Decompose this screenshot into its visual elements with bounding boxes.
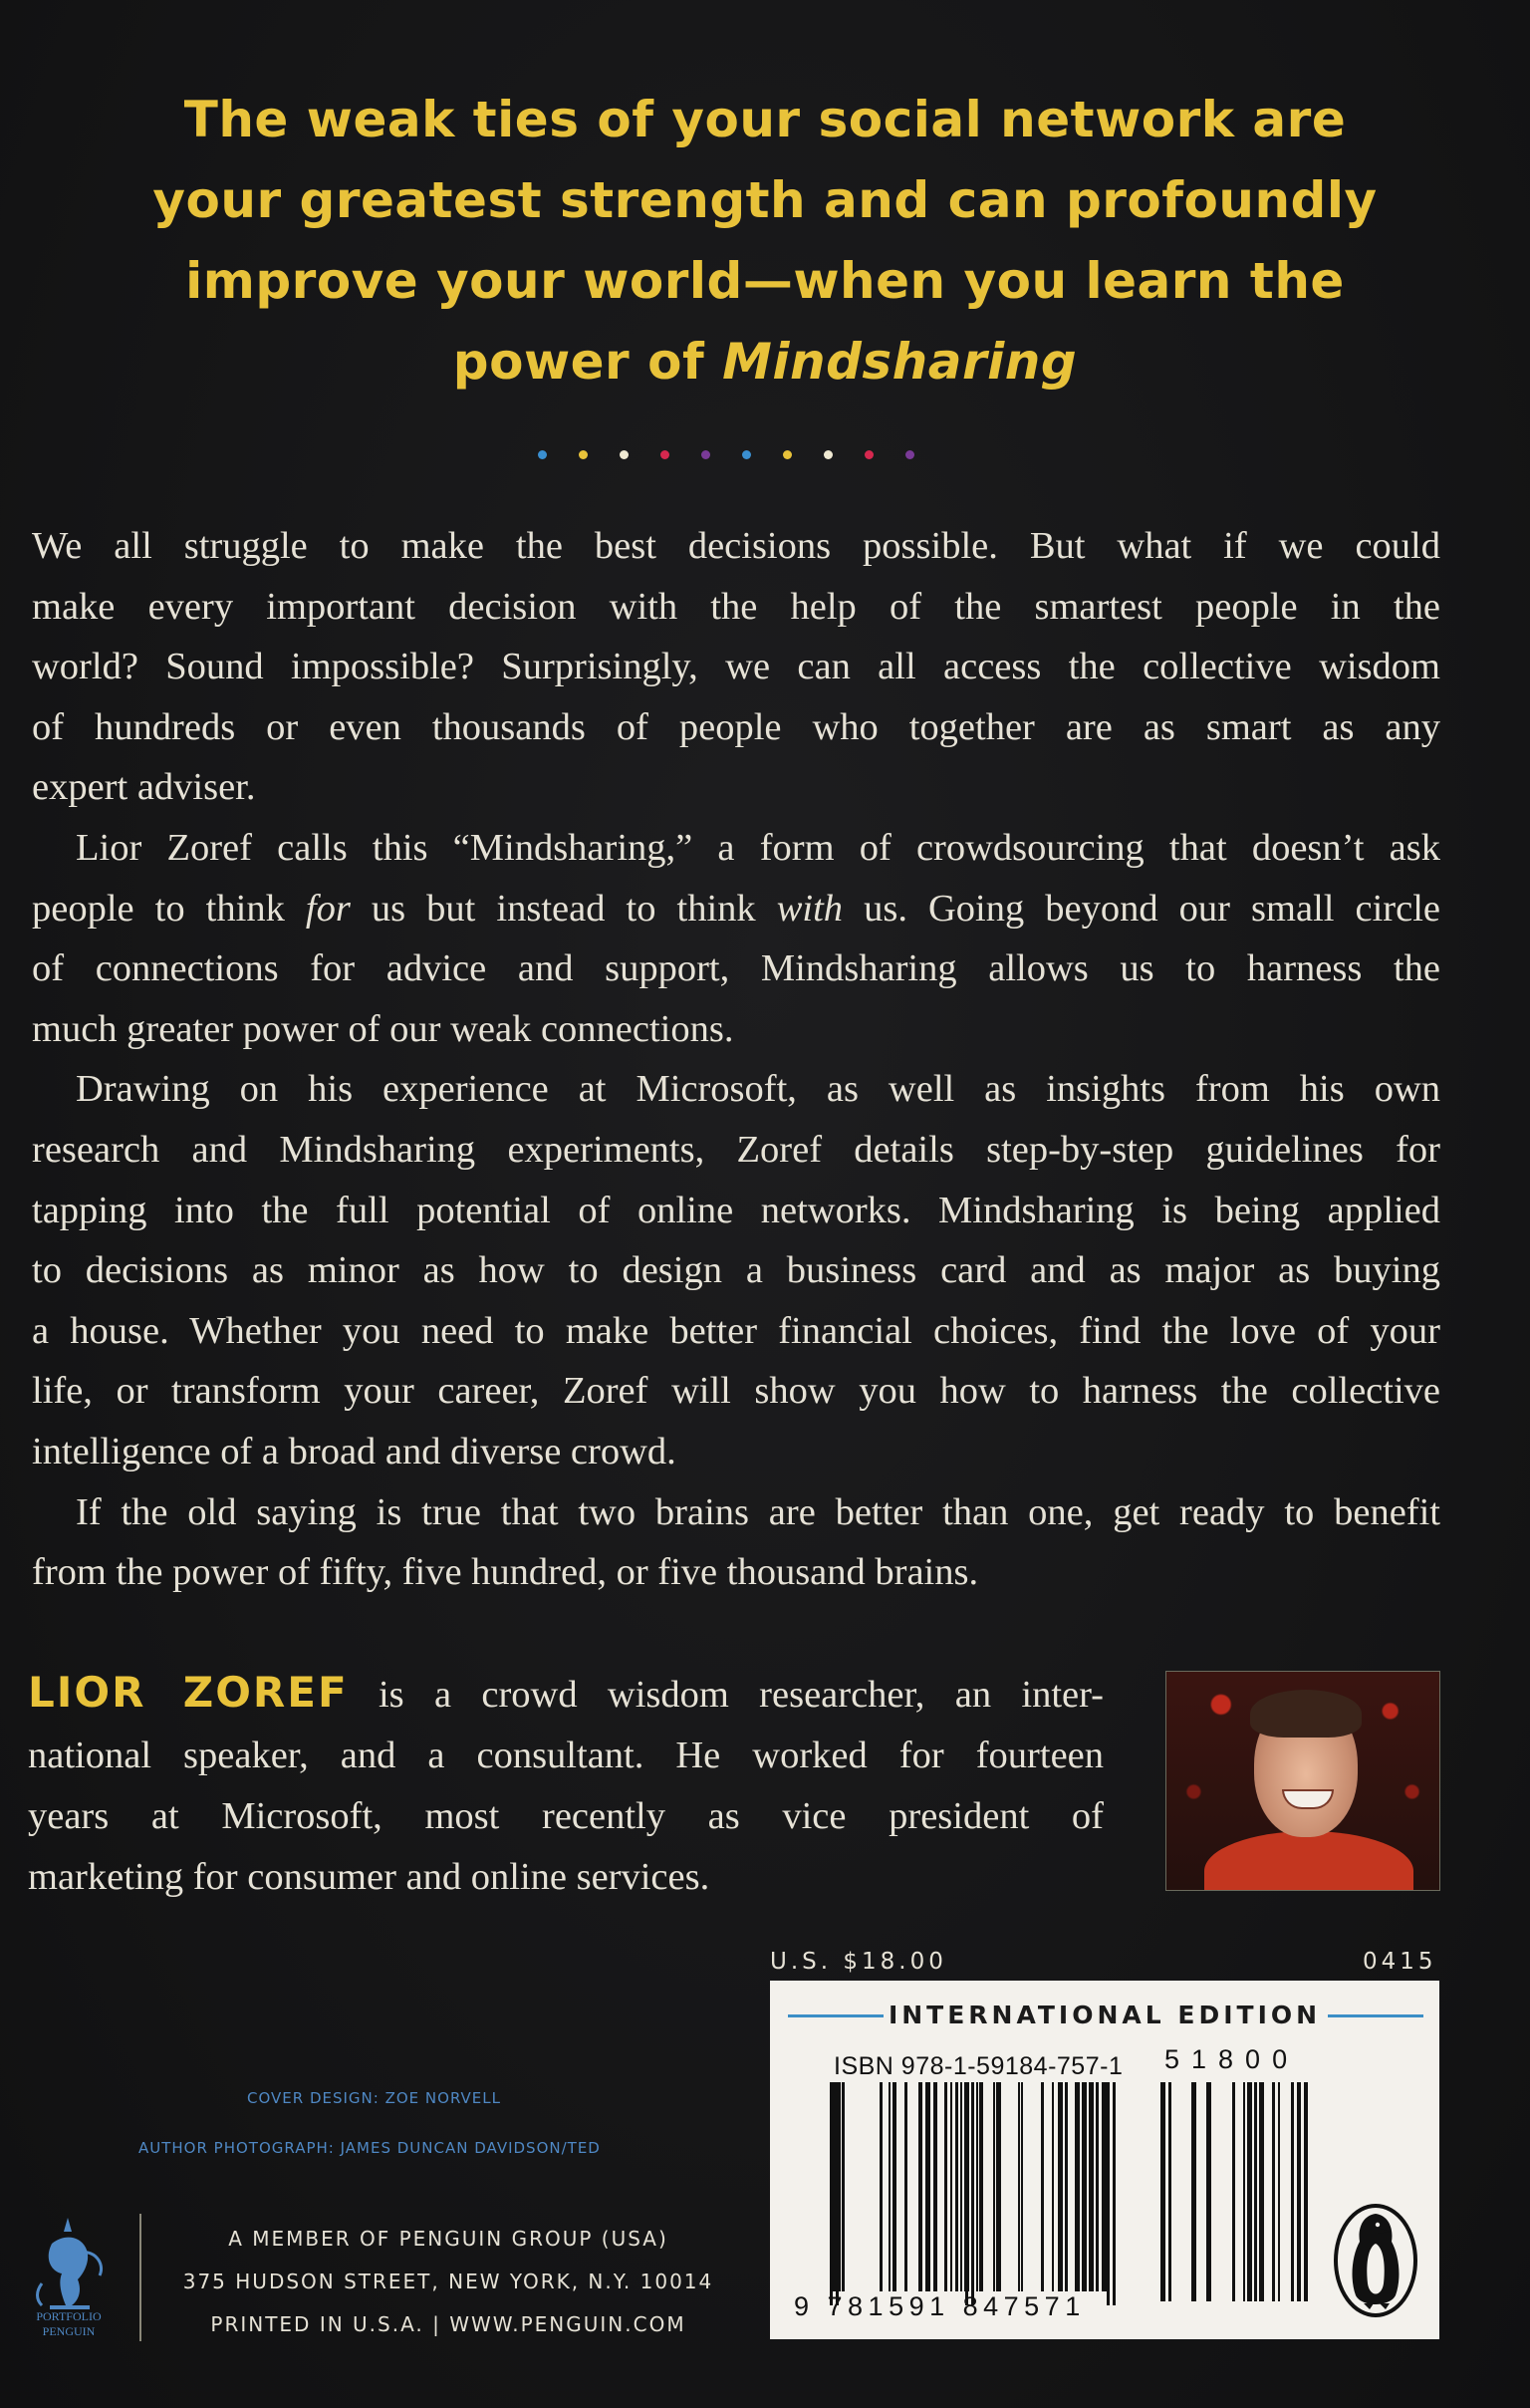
tagline-mindsharing: Mindsharing bbox=[722, 333, 1078, 391]
tagline-prefix: power of bbox=[452, 333, 723, 391]
author-bio bbox=[28, 1662, 1104, 1908]
tagline-line: The weak ties of your social network are bbox=[183, 91, 1347, 148]
tagline-line bbox=[110, 322, 1420, 402]
bio-line: marketing for consumer and online services. bbox=[28, 1856, 710, 1898]
barcode-panel bbox=[770, 1981, 1439, 2339]
barcode-bar bbox=[976, 2082, 978, 2291]
body-line: tapping into the full potential of online networks. Mindsharing is being applied bbox=[32, 1189, 1440, 1231]
body-line: a house. Whether you need to make better financial choices, find the love of your bbox=[32, 1309, 1440, 1352]
divider-dot bbox=[701, 450, 710, 459]
barcode-guard-bar bbox=[830, 2082, 833, 2305]
body-line: to decisions as minor as how to design a business card and as major as buying bbox=[32, 1249, 1440, 1292]
price-supplement-digits: 51800 bbox=[1164, 2044, 1300, 2074]
body-line: If the old saying is true that two brains are better than one, get ready to benefit bbox=[76, 1490, 1440, 1533]
barcode-bar bbox=[1206, 2082, 1211, 2301]
barcode-bar bbox=[1304, 2082, 1308, 2301]
author-name: LIOR ZOREF bbox=[28, 1668, 349, 1717]
body-line: much greater power of our weak connections. bbox=[32, 1007, 734, 1050]
barcode-bar bbox=[1254, 2082, 1257, 2301]
barcode-bar bbox=[1259, 2082, 1264, 2301]
barcode-bar bbox=[842, 2082, 845, 2291]
body-line bbox=[32, 879, 1440, 939]
cover-design-credit: COVER DESIGN: ZOE NORVELL bbox=[247, 2089, 501, 2107]
publisher-line: A MEMBER OF PENGUIN GROUP (USA) bbox=[228, 2227, 668, 2251]
barcode-bar bbox=[1297, 2082, 1301, 2301]
barcode-guard-bar bbox=[1107, 2082, 1110, 2305]
barcode-bar bbox=[1041, 2082, 1044, 2291]
barcode-bar bbox=[933, 2082, 937, 2291]
barcode-bar bbox=[889, 2082, 891, 2291]
body-text: us but instead to think bbox=[350, 887, 777, 930]
penguin-label: PENGUIN bbox=[42, 2324, 96, 2338]
barcode-bar bbox=[979, 2082, 983, 2291]
barcode-guard-bar bbox=[836, 2082, 839, 2305]
body-line: intelligence of a broad and diverse crowd. bbox=[32, 1430, 676, 1472]
ean-digits: 9 781591 847571 bbox=[794, 2291, 1086, 2321]
publisher-info bbox=[159, 2218, 737, 2346]
barcode-bar bbox=[1102, 2082, 1107, 2291]
body-text: people to think bbox=[32, 887, 306, 930]
divider-dot bbox=[579, 450, 588, 459]
barcode-bar bbox=[960, 2082, 962, 2291]
divider-dot bbox=[538, 450, 547, 459]
divider-dot bbox=[865, 450, 874, 459]
barcode-bar bbox=[1232, 2082, 1235, 2301]
barcode-bar bbox=[1191, 2082, 1196, 2301]
divider-dot bbox=[660, 450, 669, 459]
barcode-bar bbox=[1272, 2082, 1275, 2301]
price-code: 0415 bbox=[1363, 1949, 1437, 1975]
tagline-line: your greatest strength and can profoundly bbox=[152, 171, 1378, 229]
bio-line: national speaker, and a consultant. He worked for fourteen bbox=[28, 1735, 1104, 1776]
publisher-address: 375 HUDSON STREET, NEW YORK, N.Y. 10014 bbox=[182, 2270, 714, 2293]
body-italic-with: with bbox=[776, 887, 844, 930]
barcode-bar bbox=[1018, 2082, 1020, 2291]
barcode-bar bbox=[1278, 2082, 1280, 2301]
barcode-bar bbox=[1247, 2082, 1252, 2301]
tagline-line: improve your world—when you learn the bbox=[185, 252, 1345, 310]
description bbox=[32, 516, 1440, 1603]
barcode-bar bbox=[944, 2082, 947, 2291]
photo-shirt bbox=[1204, 1831, 1413, 1891]
barcode-bar bbox=[880, 2082, 883, 2291]
body-line: of hundreds or even thousands of people who together are as smart as any bbox=[32, 705, 1440, 748]
divider-dot bbox=[742, 450, 751, 459]
body-line: Lior Zoref calls this “Mindsharing,” a form of crowdsourcing that doesn’t ask bbox=[76, 826, 1440, 869]
barcode-bar bbox=[996, 2082, 1001, 2291]
author-photo-credit: AUTHOR PHOTOGRAPH: JAMES DUNCAN DAVIDSON/TED bbox=[138, 2139, 601, 2157]
divider-dot bbox=[905, 450, 914, 459]
barcode-bar bbox=[918, 2082, 922, 2291]
photo-hair bbox=[1250, 1690, 1362, 1738]
body-line: make every important decision with the help of the smartest people in the bbox=[32, 585, 1440, 628]
body-line: We all struggle to make the best decisions possible. But what if we could bbox=[32, 525, 1440, 567]
barcode-bar bbox=[993, 2082, 995, 2291]
barcode-bar bbox=[904, 2082, 907, 2291]
supplement-barcode-bars bbox=[1160, 2082, 1308, 2301]
barcode-bar bbox=[1243, 2082, 1245, 2301]
body-line: research and Mindsharing experiments, Zoref details step-by-step guidelines for bbox=[32, 1128, 1440, 1171]
body-line: of connections for advice and support, Mindsharing allows us to harness the bbox=[32, 947, 1440, 990]
barcode-bar bbox=[1075, 2082, 1080, 2291]
barcode-bar bbox=[1096, 2082, 1099, 2291]
author-photo bbox=[1165, 1671, 1440, 1891]
bio-line: years at Microsoft, most recently as vice president of bbox=[28, 1795, 1104, 1837]
barcode-guard-bar bbox=[965, 2082, 968, 2305]
barcode-bar bbox=[925, 2082, 930, 2291]
barcode-guard-bar bbox=[971, 2082, 974, 2305]
publisher-divider bbox=[139, 2214, 141, 2341]
isbn-number: ISBN 978-1-59184-757-1 bbox=[834, 2052, 1124, 2080]
publisher-website: PRINTED IN U.S.A. | WWW.PENGUIN.COM bbox=[210, 2312, 686, 2336]
body-text: us. Going beyond our small circle bbox=[843, 887, 1440, 930]
barcode-bar bbox=[892, 2082, 896, 2291]
body-line: Drawing on his experience at Microsoft, as well as insights from his own bbox=[76, 1068, 1440, 1111]
bio-line bbox=[28, 1662, 1104, 1726]
divider-dot bbox=[824, 450, 833, 459]
portfolio-label: PORTFOLIO bbox=[36, 2309, 102, 2323]
barcode-bar bbox=[1052, 2082, 1054, 2291]
bio-text: is a crowd wisdom researcher, an inter- bbox=[348, 1674, 1104, 1716]
edition-label: INTERNATIONAL EDITION bbox=[888, 2001, 1322, 2029]
divider-dot bbox=[783, 450, 792, 459]
body-line: life, or transform your career, Zoref will show you how to harness the collective bbox=[32, 1370, 1440, 1413]
divider-dot bbox=[620, 450, 629, 459]
tagline bbox=[110, 80, 1420, 402]
barcode-bar bbox=[1082, 2082, 1087, 2291]
barcode-bar bbox=[1291, 2082, 1294, 2301]
body-line: from the power of fifty, five hundred, or five thousand brains. bbox=[32, 1551, 979, 1594]
barcode-bar bbox=[1021, 2082, 1023, 2291]
barcode-bar bbox=[1089, 2082, 1094, 2291]
barcode-bar bbox=[1168, 2082, 1171, 2301]
barcode-bar bbox=[1065, 2082, 1068, 2291]
barcode-guard-bar bbox=[1113, 2082, 1116, 2305]
barcode-bar bbox=[950, 2082, 952, 2291]
ean-barcode-bars bbox=[830, 2082, 1116, 2305]
body-italic-for: for bbox=[305, 887, 351, 930]
penguin-logo-icon bbox=[1334, 2204, 1417, 2317]
body-line: world? Sound impossible? Surprisingly, we can all access the collective wisdom bbox=[32, 646, 1440, 688]
dot-divider bbox=[538, 450, 936, 462]
body-line: expert adviser. bbox=[32, 766, 256, 809]
barcode-bar bbox=[1058, 2082, 1063, 2291]
price: U.S. $18.00 bbox=[770, 1949, 947, 1975]
barcode-bar bbox=[955, 2082, 958, 2291]
barcode-bar bbox=[1160, 2082, 1165, 2301]
